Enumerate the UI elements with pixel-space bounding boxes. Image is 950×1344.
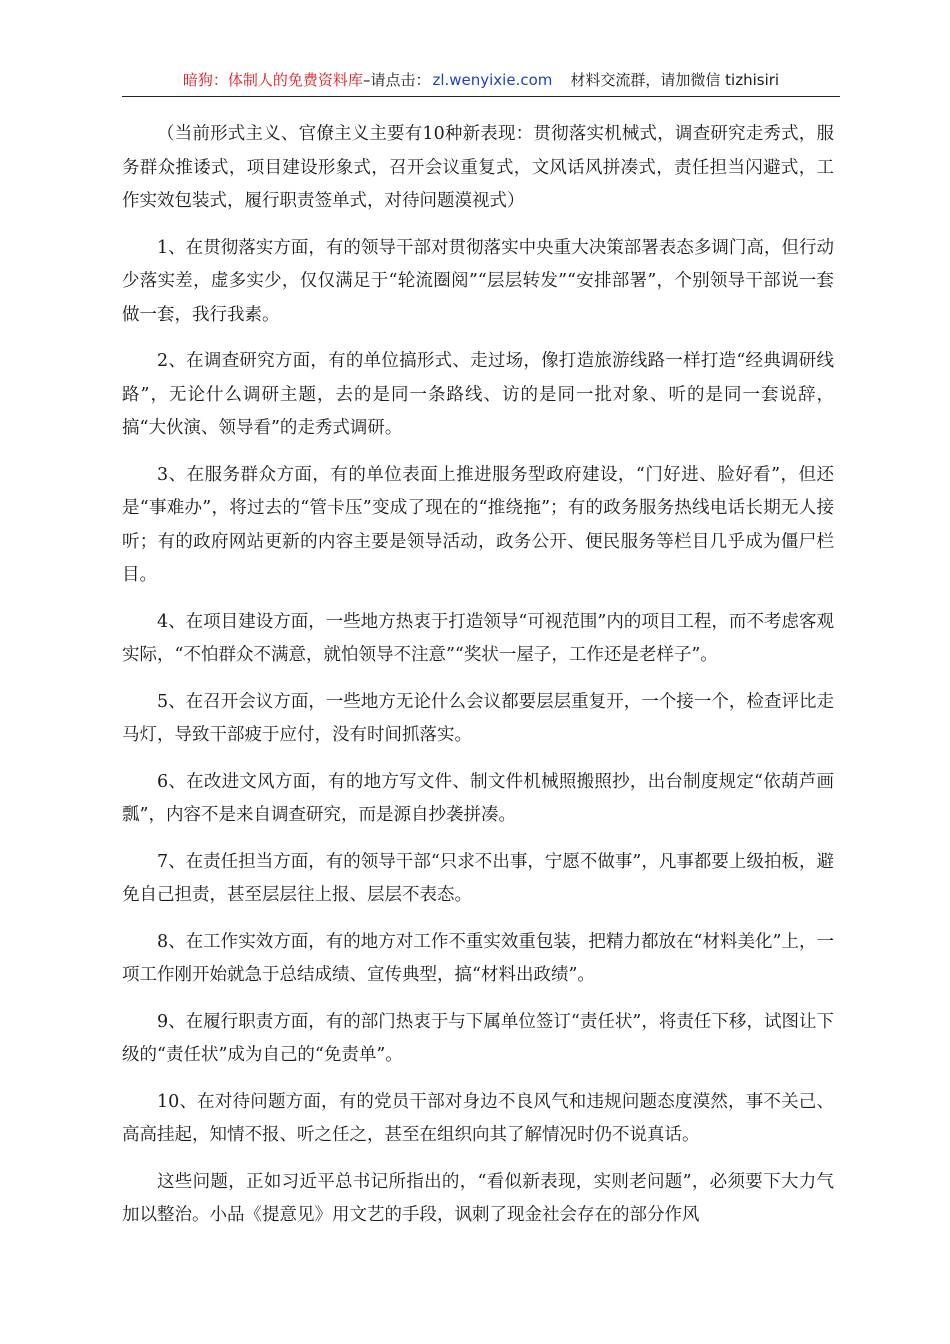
paragraph-8: 8、在工作实效方面，有的地方对工作不重实效重包装，把精力都放在“材料美化”上，一项工作刚开始就急于总结成绩、宣传典型，搞“材料出政绩”。 bbox=[122, 931, 834, 985]
paragraph-10: 10、在对待问题方面，有的党员干部对身边不良风气和违规问题态度漠然，事不关己、高高挂起，知情不报、听之任之，甚至在组织向其了解情况时仍不说真话。 bbox=[122, 1091, 834, 1145]
paragraph-9: 9、在履行职责方面，有的部门热衷于与下属单位签订“责任状”，将责任下移，试图让下级的“责任状”成为自己的“免责单”。 bbox=[122, 1011, 834, 1065]
paragraph-4: 4、在项目建设方面，一些地方热衷于打造领导“可视范围”内的项目工程，而不考虑客观实际，“不怕群众不满意，就怕领导不注意”“奖状一屋子，工作还是老样子”。 bbox=[122, 611, 834, 665]
paragraph-5: 5、在召开会议方面，一些地方无论什么会议都要层层重复开，一个接一个，检查评比走马灯，导致干部疲于应付，没有时间抓落实。 bbox=[122, 691, 834, 745]
paragraph-6: 6、在改进文风方面，有的地方写文件、制文件机械照搬照抄，出台制度规定“依葫芦画瓢”，内容不是来自调查研究，而是源自抄袭拼凑。 bbox=[122, 771, 834, 825]
header-url-link[interactable]: zl.wenyixie.com bbox=[432, 71, 553, 89]
paragraph-1: 1、在贯彻落实方面，有的领导干部对贯彻落实中央重大决策部署表态多调门高，但行动少落实差，虚多实少，仅仅满足于“轮流圈阅”“层层转发”“安排部署”，个别领导干部说一套做一套，我行我素。 bbox=[122, 237, 834, 325]
paragraph-2: 2、在调查研究方面，有的单位搞形式、走过场，像打造旅游线路一样打造“经典调研线路”，无论什么调研主题，去的是同一条路线、访的是同一批对象、听的是同一套说辞，搞“大伙演、领导看”的走秀式调研。 bbox=[122, 351, 834, 438]
header-brand: 暗狗：体制人的免费资料库 bbox=[182, 71, 363, 89]
paragraph-conclusion: 这些问题，正如习近平总书记所指出的，“看似新表现，实则老问题”，必须要下大力气加以整治。小品《提意见》用文艺的手段，讽刺了现金社会存在的部分作风 bbox=[122, 1171, 834, 1225]
paragraph-intro: （当前形式主义、官僚主义主要有10种新表现：贯彻落实机械式，调查研究走秀式，服务群众推诿式，项目建设形象式，召开会议重复式，文风话风拼凑式，责任担当闪避式，工作实效包装式，履行职责签单式，对待问题漠视式） bbox=[122, 124, 834, 211]
header-click-prefix: –请点击： bbox=[362, 71, 431, 89]
paragraph-7: 7、在责任担当方面，有的领导干部“只求不出事，宁愿不做事”，凡事都要上级拍板，避免自己担责，甚至层层往上报、层层不表态。 bbox=[122, 851, 834, 905]
document-body bbox=[122, 118, 834, 1246]
header-wechat: 材料交流群，请加微信 tizhisiri bbox=[570, 71, 780, 89]
paragraph-3: 3、在服务群众方面，有的单位表面上推进服务型政府建设，“门好进、脸好看”，但还是“事难办”，将过去的“管卡压”变成了现在的“推绕拖”；有的政务服务热线电话长期无人接听；有的政府网站更新的内容主要是领导活动，政务公开、便民服务等栏目几乎成为僵尸栏目。 bbox=[122, 464, 834, 585]
page-header bbox=[122, 66, 840, 97]
